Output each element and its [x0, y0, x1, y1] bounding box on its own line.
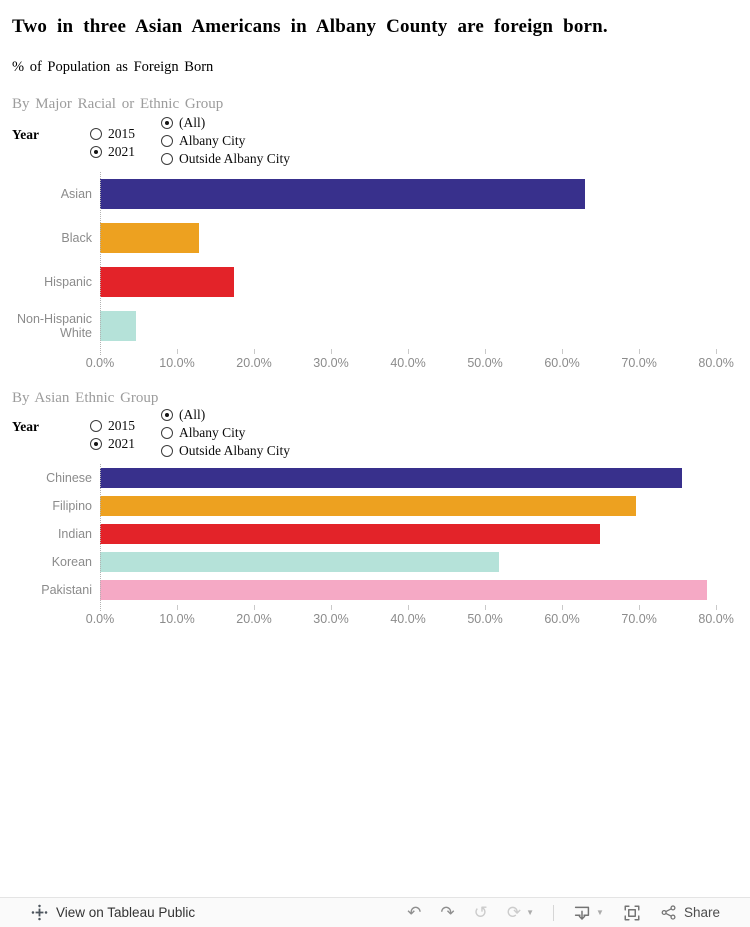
axis-tick-label: 50.0% [467, 612, 503, 626]
radio-unselected-icon[interactable] [90, 128, 102, 140]
bar-row [0, 304, 750, 348]
bar-row [0, 172, 750, 216]
bar-chart-racial-group [0, 172, 750, 373]
radio-option-albany-city[interactable] [161, 132, 290, 150]
radio-option-label: Albany City [179, 133, 246, 148]
radio-option-label: 2021 [108, 144, 135, 159]
category-label: Hispanic [44, 275, 92, 289]
radio-option-2015[interactable] [90, 125, 135, 143]
axis-tick-row [100, 348, 750, 355]
radio-selected-icon[interactable] [161, 409, 173, 421]
radio-option-albany-city[interactable] [161, 424, 290, 442]
share-button[interactable] [660, 904, 720, 921]
x-axis-labels [85, 612, 750, 629]
radio-option-label: 2015 [108, 126, 135, 141]
axis-tick-label: 30.0% [313, 356, 349, 370]
axis-tick-label: 10.0% [159, 356, 195, 370]
bar-indian[interactable] [100, 524, 600, 544]
redo-icon[interactable]: ↷ [440, 902, 455, 923]
axis-tick [485, 605, 486, 610]
bar-row [0, 216, 750, 260]
category-label: Asian [60, 187, 92, 201]
bar-row [0, 520, 750, 548]
share-label: Share [683, 905, 720, 920]
axis-tick [639, 349, 640, 354]
bar-filipino[interactable] [100, 496, 636, 516]
area-radio-group [161, 114, 290, 168]
axis-tick-label: 50.0% [467, 356, 503, 370]
bar-track [100, 576, 750, 604]
axis-tick-label: 40.0% [390, 356, 426, 370]
year-radio-group [90, 125, 135, 161]
axis-tick [716, 349, 717, 354]
bar-track [100, 464, 750, 492]
bar-chinese[interactable] [100, 468, 682, 488]
refresh-dropdown-icon[interactable]: ▼ [526, 908, 535, 917]
axis-tick [254, 605, 255, 610]
axis-tick-label: 0.0% [85, 356, 115, 370]
bar-track [100, 304, 750, 348]
axis-tick [331, 605, 332, 610]
category-label: Indian [57, 527, 92, 541]
year-radio-group [90, 417, 135, 453]
bar-track [100, 548, 750, 576]
radio-option-label: Outside Albany City [179, 151, 290, 166]
radio-unselected-icon[interactable] [161, 427, 173, 439]
axis-tick-label: 80.0% [698, 356, 734, 370]
radio-option-2021[interactable] [90, 143, 135, 161]
radio-option-label: (All) [179, 407, 206, 422]
axis-tick [562, 605, 563, 610]
bar-row [0, 260, 750, 304]
radio-option-outside-albany-city[interactable] [161, 150, 290, 168]
radio-selected-icon[interactable] [90, 438, 102, 450]
filter-block-asian-group [0, 404, 750, 464]
bar-non-hispanic-white[interactable] [100, 311, 136, 341]
view-on-tableau-public-link[interactable] [31, 904, 195, 921]
axis-tick-label: 0.0% [85, 612, 115, 626]
radio-option--all-[interactable] [161, 406, 290, 424]
radio-option-label: (All) [179, 115, 206, 130]
toolbar-actions [407, 904, 720, 922]
axis-tick [331, 349, 332, 354]
bar-row [0, 548, 750, 576]
axis-tick [177, 349, 178, 354]
radio-unselected-icon[interactable] [161, 153, 173, 165]
tableau-toolbar [0, 897, 750, 927]
bar-track [100, 492, 750, 520]
section-title-racial-group: By Major Racial or Ethnic Group [12, 96, 224, 112]
category-label: Black [61, 231, 92, 245]
zero-gridline [100, 464, 101, 611]
category-label: Non-Hispanic White [16, 312, 92, 340]
x-axis-labels [85, 356, 750, 373]
category-label: Filipino [52, 499, 92, 513]
area-radio-group [161, 406, 290, 460]
category-label: Chinese [46, 471, 92, 485]
bar-asian[interactable] [100, 179, 585, 209]
share-icon [660, 904, 677, 921]
axis-tick [639, 605, 640, 610]
bar-track [100, 216, 750, 260]
radio-option-label: Albany City [179, 425, 246, 440]
bar-row [0, 492, 750, 520]
axis-tick-label: 30.0% [313, 612, 349, 626]
category-label: Pakistani [41, 583, 92, 597]
bar-pakistani[interactable] [100, 580, 707, 600]
bar-hispanic[interactable] [100, 267, 234, 297]
axis-tick-label: 60.0% [544, 612, 580, 626]
radio-option-label: 2015 [108, 418, 135, 433]
year-filter-label: Year [12, 127, 39, 142]
axis-tick [177, 605, 178, 610]
axis-tick-label: 80.0% [698, 612, 734, 626]
axis-tick-label: 10.0% [159, 612, 195, 626]
year-filter-label: Year [12, 419, 39, 434]
axis-tick-label: 20.0% [236, 356, 272, 370]
zero-gridline [100, 172, 101, 355]
radio-option-label: 2021 [108, 436, 135, 451]
radio-unselected-icon[interactable] [161, 445, 173, 457]
radio-option-2015[interactable] [90, 417, 135, 435]
axis-tick [408, 605, 409, 610]
revert-icon[interactable]: ↺ [473, 902, 488, 923]
bar-track [100, 172, 750, 216]
bar-row [0, 464, 750, 492]
axis-tick-label: 60.0% [544, 356, 580, 370]
chart-subtitle: % of Population as Foreign Born [12, 59, 214, 75]
axis-tick [254, 349, 255, 354]
section-title-asian-group: By Asian Ethnic Group [12, 390, 159, 406]
axis-tick-label: 20.0% [236, 612, 272, 626]
toolbar-divider [553, 905, 554, 921]
axis-tick [716, 605, 717, 610]
tableau-logo-icon [31, 904, 48, 921]
bar-korean[interactable] [100, 552, 499, 572]
axis-tick [562, 349, 563, 354]
axis-tick-row [100, 604, 750, 611]
bar-row [0, 576, 750, 604]
radio-unselected-icon[interactable] [90, 420, 102, 432]
radio-selected-icon[interactable] [161, 117, 173, 129]
radio-unselected-icon[interactable] [161, 135, 173, 147]
fullscreen-icon[interactable] [623, 904, 641, 922]
refresh-icon[interactable]: ⟳ [506, 902, 522, 923]
download-dropdown-icon[interactable]: ▼ [596, 908, 604, 917]
axis-tick-label: 40.0% [390, 612, 426, 626]
download-icon[interactable] [573, 904, 591, 922]
bar-black[interactable] [100, 223, 199, 253]
axis-tick-label: 70.0% [621, 356, 657, 370]
radio-option-label: Outside Albany City [179, 443, 290, 458]
bar-chart-asian-group [0, 464, 750, 629]
radio-option-outside-albany-city[interactable] [161, 442, 290, 460]
undo-icon[interactable]: ↶ [407, 902, 422, 923]
attribution-text: View on Tableau Public [56, 905, 196, 920]
bar-track [100, 520, 750, 548]
bar-track [100, 260, 750, 304]
radio-option-2021[interactable] [90, 435, 135, 453]
filter-block-racial-group [0, 112, 750, 172]
axis-tick-label: 70.0% [621, 612, 657, 626]
axis-tick [485, 349, 486, 354]
radio-selected-icon[interactable] [90, 146, 102, 158]
category-label: Korean [51, 555, 92, 569]
page-title: Two in three Asian Americans in Albany County are foreign born. [12, 16, 608, 37]
axis-tick [408, 349, 409, 354]
radio-option--all-[interactable] [161, 114, 290, 132]
